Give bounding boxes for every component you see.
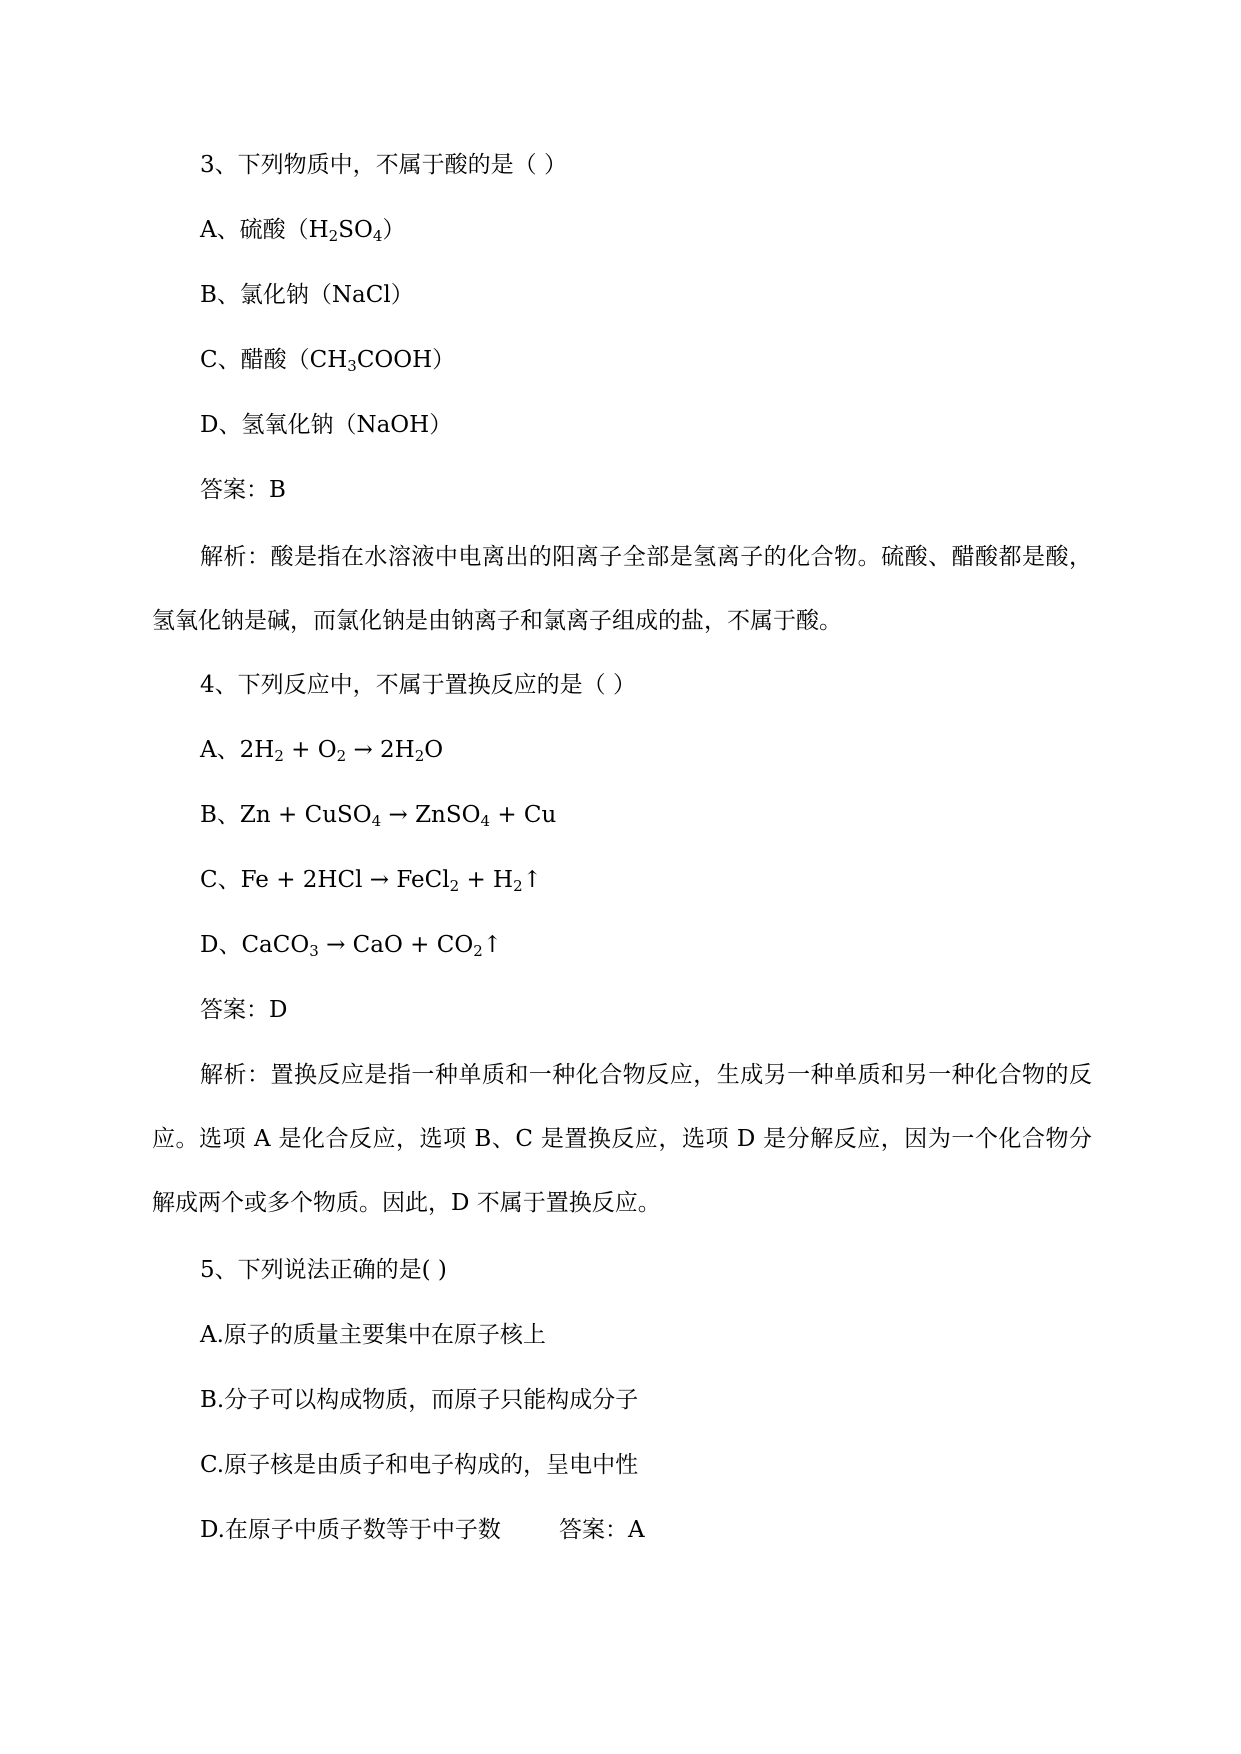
q3-option-b: B、氯化钠（NaCl） bbox=[200, 282, 414, 308]
q3-answer: 答案：B bbox=[200, 477, 286, 503]
q4-analysis: 解析：置换反应是指一种单质和一种化合物反应，生成另一种单质和另一种化合物的反应。选项 A 是化合反应，选项 B、C 是置换反应，选项 D 是分解反应，因为一个化合物分解成两个或多个物质。因此，D 不属于置换反应。 bbox=[152, 1062, 1092, 1216]
q3-option-c: C、醋酸$(CH_3COOH)$ bbox=[200, 347, 456, 375]
q4-option-c: C、Fe + 2HCl → FeCl$_2$ + $H_2↑$ bbox=[200, 867, 542, 895]
q4-option-b: B、Zn + CuSO$_4$ → ZnSO$_4$ + Cu bbox=[200, 802, 557, 830]
q4-option-d: D、CaCO$_3$ → CaO + $CO_2↑$ bbox=[200, 932, 503, 960]
q5-option-d: D.在原子中质子数等于中子数 bbox=[200, 1517, 501, 1543]
q5-option-a: A.原子的质量主要集中在原子核上 bbox=[200, 1322, 546, 1348]
q3-stem: 3、下列物质中，不属于酸的是（ ） bbox=[200, 152, 567, 178]
q5-option-d-line bbox=[200, 1515, 645, 1545]
q4-stem: 4、下列反应中，不属于置换反应的是（ ） bbox=[200, 672, 636, 698]
q5-answer: 答案：A bbox=[558, 1517, 645, 1543]
q4-answer: 答案：D bbox=[200, 997, 288, 1023]
q3-option-a: A、硫酸$(H_2SO_4)$ bbox=[200, 217, 406, 245]
q5-stem: 5、下列说法正确的是( ) bbox=[200, 1257, 447, 1283]
q5-option-c: C.原子核是由质子和电子构成的，呈电中性 bbox=[200, 1452, 639, 1478]
q5-option-b: B.分子可以构成物质，而原子只能构成分子 bbox=[200, 1387, 639, 1413]
q3-option-d: D、氢氧化钠（NaOH） bbox=[200, 412, 453, 438]
q3-analysis: 解析：酸是指在水溶液中电离出的阳离子全部是氢离子的化合物。硫酸、醋酸都是酸，氢氧化钠是碱，而氯化钠是由钠离子和氯离子组成的盐，不属于酸。 bbox=[152, 544, 1092, 634]
q4-option-a: A、$2H_2 + O_2 \to 2H_2O$ bbox=[200, 737, 444, 765]
